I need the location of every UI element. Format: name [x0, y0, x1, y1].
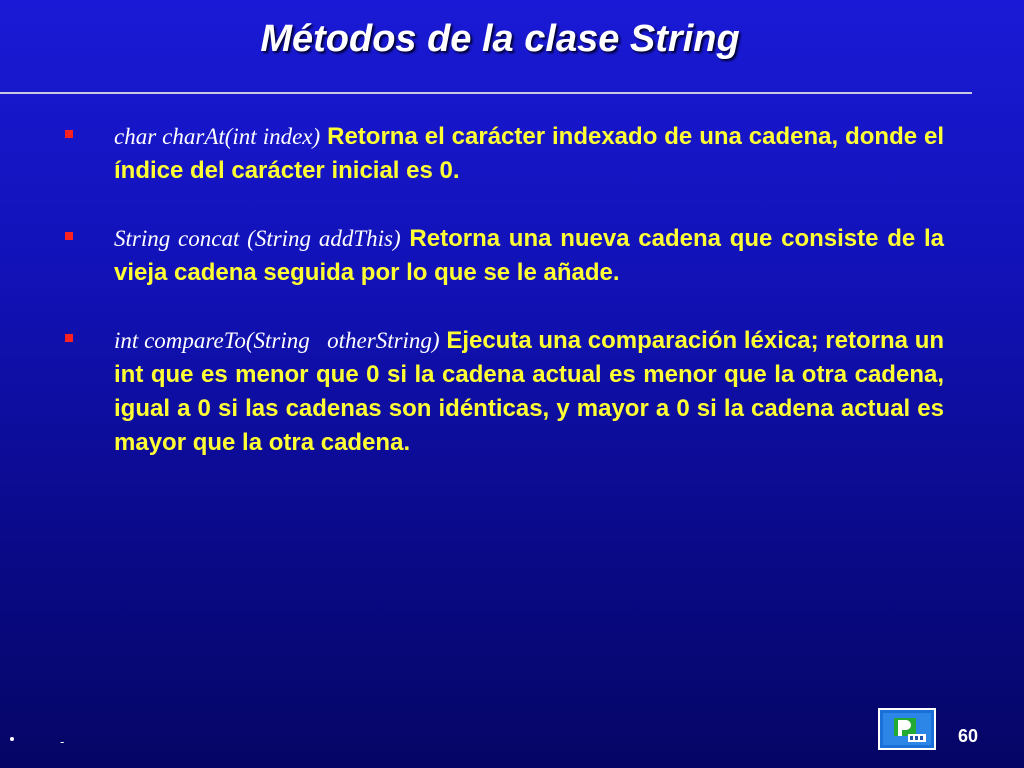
method-description: Ejecuta una comparación léxica; retorna un int que es menor que 0 si la cadena actual es menor que la otra cadena, igual a 0 si las cadenas son idénticas, y mayor a 0 si la cadena actual es mayor que la otra cadena. — [114, 327, 945, 456]
footer-dash: - — [60, 734, 65, 749]
page-number: 60 — [958, 726, 979, 746]
bullet-item-compareto — [62, 324, 944, 460]
square-bullet-icon — [65, 232, 73, 240]
square-bullet-icon — [65, 130, 73, 138]
footer-dot — [10, 737, 14, 741]
slide-title: Métodos de la clase String — [260, 18, 740, 60]
method-signature: char charAt(int index) — [114, 124, 321, 149]
title-divider — [0, 92, 972, 94]
method-signature: int compareTo(String otherString) — [114, 328, 440, 353]
presentation-logo-icon — [878, 708, 936, 750]
method-description: Retorna una nueva cadena que consiste de la vieja cadena seguida por lo que se le añade. — [114, 225, 944, 286]
bullet-list — [62, 120, 944, 494]
square-bullet-icon — [65, 334, 73, 342]
method-signature: String concat (String addThis) — [114, 226, 401, 251]
method-description: Retorna el carácter indexado de una cadena, donde el índice del carácter inicial es 0. — [114, 123, 945, 184]
bullet-item-concat — [62, 222, 944, 290]
bullet-item-charat — [62, 120, 944, 188]
